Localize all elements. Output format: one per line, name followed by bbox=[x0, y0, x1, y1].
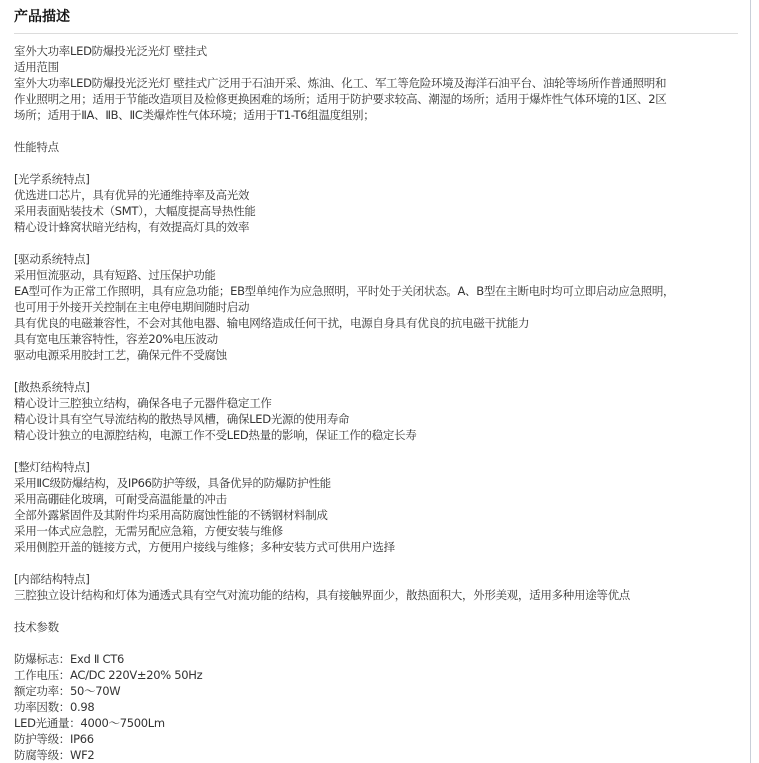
scope-line: 作业照明之用；适用于节能改造项目及检修更换困难的场所；适用于防护要求较高、潮湿的场所；适用于爆炸性气体环境的1区、2区 bbox=[14, 92, 667, 106]
spec-power-factor: 功率因数：0.98 bbox=[14, 700, 95, 714]
optical-line: 采用表面贴装技术（SMT），大幅度提高导热性能 bbox=[14, 204, 256, 218]
optical-heading: [光学系统特点] bbox=[14, 172, 90, 186]
structure-line: 采用侧腔开盖的链接方式，方便用户接线与维修；多种安装方式可供用户选择 bbox=[14, 540, 395, 554]
product-name: 室外大功率LED防爆投光泛光灯 壁挂式 bbox=[14, 44, 207, 58]
thermal-line: 精心设计独立的电源腔结构，电源工作不受LED热量的影响，保证工作的稳定长寿 bbox=[14, 428, 417, 442]
thermal-line: 精心设计三腔独立结构，确保各电子元器件稳定工作 bbox=[14, 396, 272, 410]
features-heading: 性能特点 bbox=[14, 140, 59, 154]
drive-line: 具有优良的电磁兼容性，不会对其他电器、输电网络造成任何干扰，电源自身具有优良的抗电磁干扰能力 bbox=[14, 316, 530, 330]
structure-line: 采用一体式应急腔，无需另配应急箱，方便安装与维修 bbox=[14, 524, 283, 538]
title-divider bbox=[14, 33, 738, 34]
drive-line: 采用恒流驱动，具有短路、过压保护功能 bbox=[14, 268, 216, 282]
spec-luminous-flux: LED光通量：4000～7500Lm bbox=[14, 716, 165, 730]
optical-line: 优选进口芯片，具有优异的光通维持率及高光效 bbox=[14, 188, 250, 202]
drive-heading: [驱动系统特点] bbox=[14, 252, 90, 266]
internal-line: 三腔独立设计结构和灯体为通透式具有空气对流功能的结构，具有接触界面少，散热面积大，外形美观，适用多种用途等优点 bbox=[14, 588, 630, 602]
drive-line: 也可用于外接开关控制在主电停电期间随时启动 bbox=[14, 300, 250, 314]
specs-heading: 技术参数 bbox=[14, 620, 59, 634]
structure-line: 采用高硼硅化玻璃，可耐受高温能量的冲击 bbox=[14, 492, 227, 506]
spec-rated-power: 额定功率：50～70W bbox=[14, 684, 121, 698]
thermal-line: 精心设计具有空气导流结构的散热导风槽，确保LED光源的使用寿命 bbox=[14, 412, 350, 426]
scope-line: 室外大功率LED防爆投光泛光灯 壁挂式广泛用于石油开采、炼油、化工、军工等危险环境及海洋石油平台、油轮等场所作普通照明和 bbox=[14, 76, 667, 90]
structure-heading: [整灯结构特点] bbox=[14, 460, 90, 474]
internal-heading: [内部结构特点] bbox=[14, 572, 90, 586]
scope-line: 场所；适用于ⅡA、ⅡB、ⅡC类爆炸性气体环境；适用于T1-T6组温度组别； bbox=[14, 108, 375, 122]
scope-heading: 适用范围 bbox=[14, 60, 59, 74]
description-body bbox=[14, 43, 738, 763]
spec-ip-rating: 防护等级：IP66 bbox=[14, 732, 94, 746]
structure-line: 全部外露紧固件及其附件均采用高防腐蚀性能的不锈钢材料制成 bbox=[14, 508, 328, 522]
optical-line: 精心设计蜂窝状暗光结构，有效提高灯具的效率 bbox=[14, 220, 250, 234]
drive-line: 具有宽电压兼容特性，容差20%电压波动 bbox=[14, 332, 218, 346]
spec-explosion-mark: 防爆标志：Exd Ⅱ CT6 bbox=[14, 652, 125, 666]
spec-corrosion-grade: 防腐等级：WF2 bbox=[14, 748, 95, 762]
panel-right-border bbox=[750, 0, 751, 763]
thermal-heading: [散热系统特点] bbox=[14, 380, 90, 394]
page-title: 产品描述 bbox=[14, 9, 70, 25]
drive-line: 驱动电源采用胶封工艺，确保元件不受腐蚀 bbox=[14, 348, 227, 362]
spec-voltage: 工作电压：AC/DC 220V±20% 50Hz bbox=[14, 668, 203, 682]
structure-line: 采用ⅡC级防爆结构，及IP66防护等级，具备优异的防爆防护性能 bbox=[14, 476, 331, 490]
drive-line: EA型可作为正常工作照明，具有应急功能；EB型单纯作为应急照明，平时处于关闭状态。A、B型在主断电时均可立即启动应急照明， bbox=[14, 284, 675, 298]
